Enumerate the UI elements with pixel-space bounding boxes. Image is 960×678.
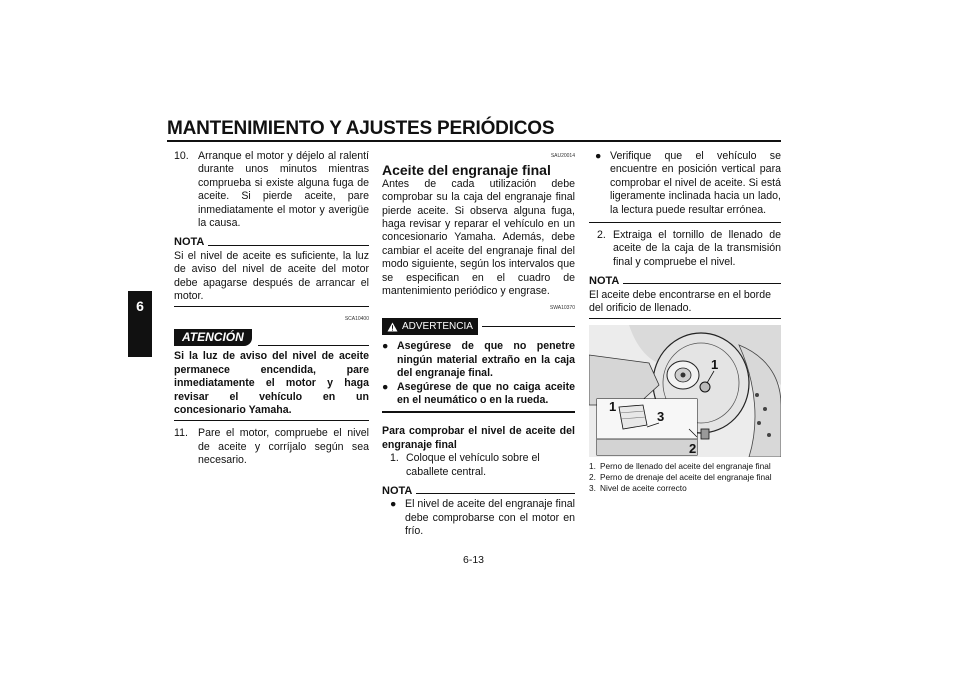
section-tab: 6 (128, 291, 152, 357)
nota-item: ● Verifique que el vehículo se encuentre en posición vertical para comprobar el nivel de aceite. Si está ligeramente inclinada hacia un lado, la lectura puede resultar errónea. (595, 150, 781, 216)
reference-code: SWA10370 (549, 305, 575, 312)
subheading: Para comprobar el nivel de aceite del engranaje final (382, 425, 575, 451)
step-text: Coloque el vehículo sobre el caballete central. (406, 452, 540, 478)
advertencia-label: ADVERTENCIA (402, 320, 473, 332)
figure-caption (589, 461, 781, 493)
atencion-heading (174, 329, 369, 346)
step-text: Pare el motor, compruebe el nivel de aceite y corríjalo según sea necesario. (198, 427, 369, 467)
warning-item: ● Asegúrese de que no penetre ningún material extraño en la caja del engranaje final. (382, 340, 575, 380)
atencion-end-rule (174, 420, 369, 421)
nota-heading (174, 236, 369, 249)
nota-text: Si el nivel de aceite es suficiente, la luz de aviso del nivel de aceite del motor debe apagarse después de arrancar el motor. (174, 249, 369, 303)
nota-rule (416, 493, 575, 494)
advertencia-end-rule (382, 411, 575, 413)
bullet-icon: ● (382, 380, 389, 393)
step-1 (382, 452, 575, 479)
nota-end-rule (589, 222, 781, 223)
nota-text: El aceite debe encontrarse en el borde del orificio de llenado. (589, 288, 771, 315)
atencion-text: Si la luz de aviso del nivel de aceite permanece encendida, pare inmediatamente el motor y haga revisar el vehículo en un concesionario Yamaha. (174, 350, 369, 416)
title-rule (167, 140, 781, 142)
column-2 (382, 150, 575, 539)
nota-item: ● El nivel de aceite del engranaje final debe comprobarse con el motor en frío. (390, 498, 575, 538)
step-number: 11. (174, 427, 188, 440)
step-number: 1. (390, 452, 399, 465)
step-text: Extraiga el tornillo de llenado de aceite de la caja de la transmisión final y compruebe el nivel. (613, 229, 781, 268)
column-1 (174, 150, 369, 468)
page-number: 6-13 (463, 554, 485, 566)
caption-item: 1. Perno de llenado del aceite del engranaje final (589, 461, 771, 472)
nota-label: NOTA (589, 275, 620, 288)
nota-label: NOTA (382, 484, 413, 497)
column-3 (589, 150, 781, 494)
figure-final-gear-case (589, 325, 781, 457)
step-2 (589, 229, 781, 269)
bullet-icon: ● (595, 150, 602, 162)
advertencia-heading (382, 318, 575, 335)
warning-list (382, 340, 575, 407)
caption-item: 2. Perno de drenaje del aceite del engranaje final (589, 472, 772, 483)
step-number: 2. (597, 229, 606, 242)
atencion-rule (258, 345, 369, 346)
nota-label: NOTA (174, 236, 205, 249)
final-gear-illustration (589, 325, 781, 457)
section-heading: Aceite del engranaje final (382, 162, 551, 179)
page-title: MANTENIMIENTO Y AJUSTES PERIÓDICOS (167, 118, 555, 139)
nota-rule (208, 245, 369, 246)
advertencia-rule (482, 326, 575, 327)
step-10 (174, 150, 369, 230)
figure-label: 1 (711, 357, 719, 373)
nota-heading (382, 485, 575, 498)
warning-item: ● Asegúrese de que no caiga aceite en el neumático o en la rueda. (382, 380, 575, 406)
figure-label: 1 (609, 399, 617, 415)
reference-code: SCA10400 (344, 316, 369, 323)
step-text: Arranque el motor y déjelo al ralentí durante unos minutos mientras comprueba si existe alguna fuga de aceite. Si pierde aceite, pare inmediatamente el motor y averigüe la causa. (198, 150, 369, 230)
caption-item: 3. Nivel de aceite correcto (589, 483, 687, 494)
nota-end-rule (174, 306, 369, 307)
step-11 (174, 427, 369, 467)
reference-code: SAU20014 (550, 153, 575, 159)
nota-rule (623, 283, 781, 284)
bullet-icon: ● (390, 498, 397, 511)
step-number: 10. (174, 150, 189, 162)
nota-heading (589, 275, 781, 288)
intro-paragraph: Antes de cada utilización debe comprobar su la caja del engranaje final pierde aceite. Si observa alguna fuga, haga revisar y reparar el vehículo en un concesionario Yamaha. Además, debe cambiar el aceite del engranaje final del modo siguiente, según los intervalos que se especifican en el cuadro de mantenimiento periódico y engrase. (382, 177, 575, 298)
atencion-label: ATENCIÓN (174, 329, 252, 346)
bullet-icon: ● (382, 340, 389, 353)
warning-icon (387, 322, 398, 332)
advertencia-badge (382, 318, 478, 335)
nota-end-rule (589, 318, 781, 319)
figure-label: 2 (689, 441, 697, 457)
figure-label: 3 (657, 409, 665, 425)
